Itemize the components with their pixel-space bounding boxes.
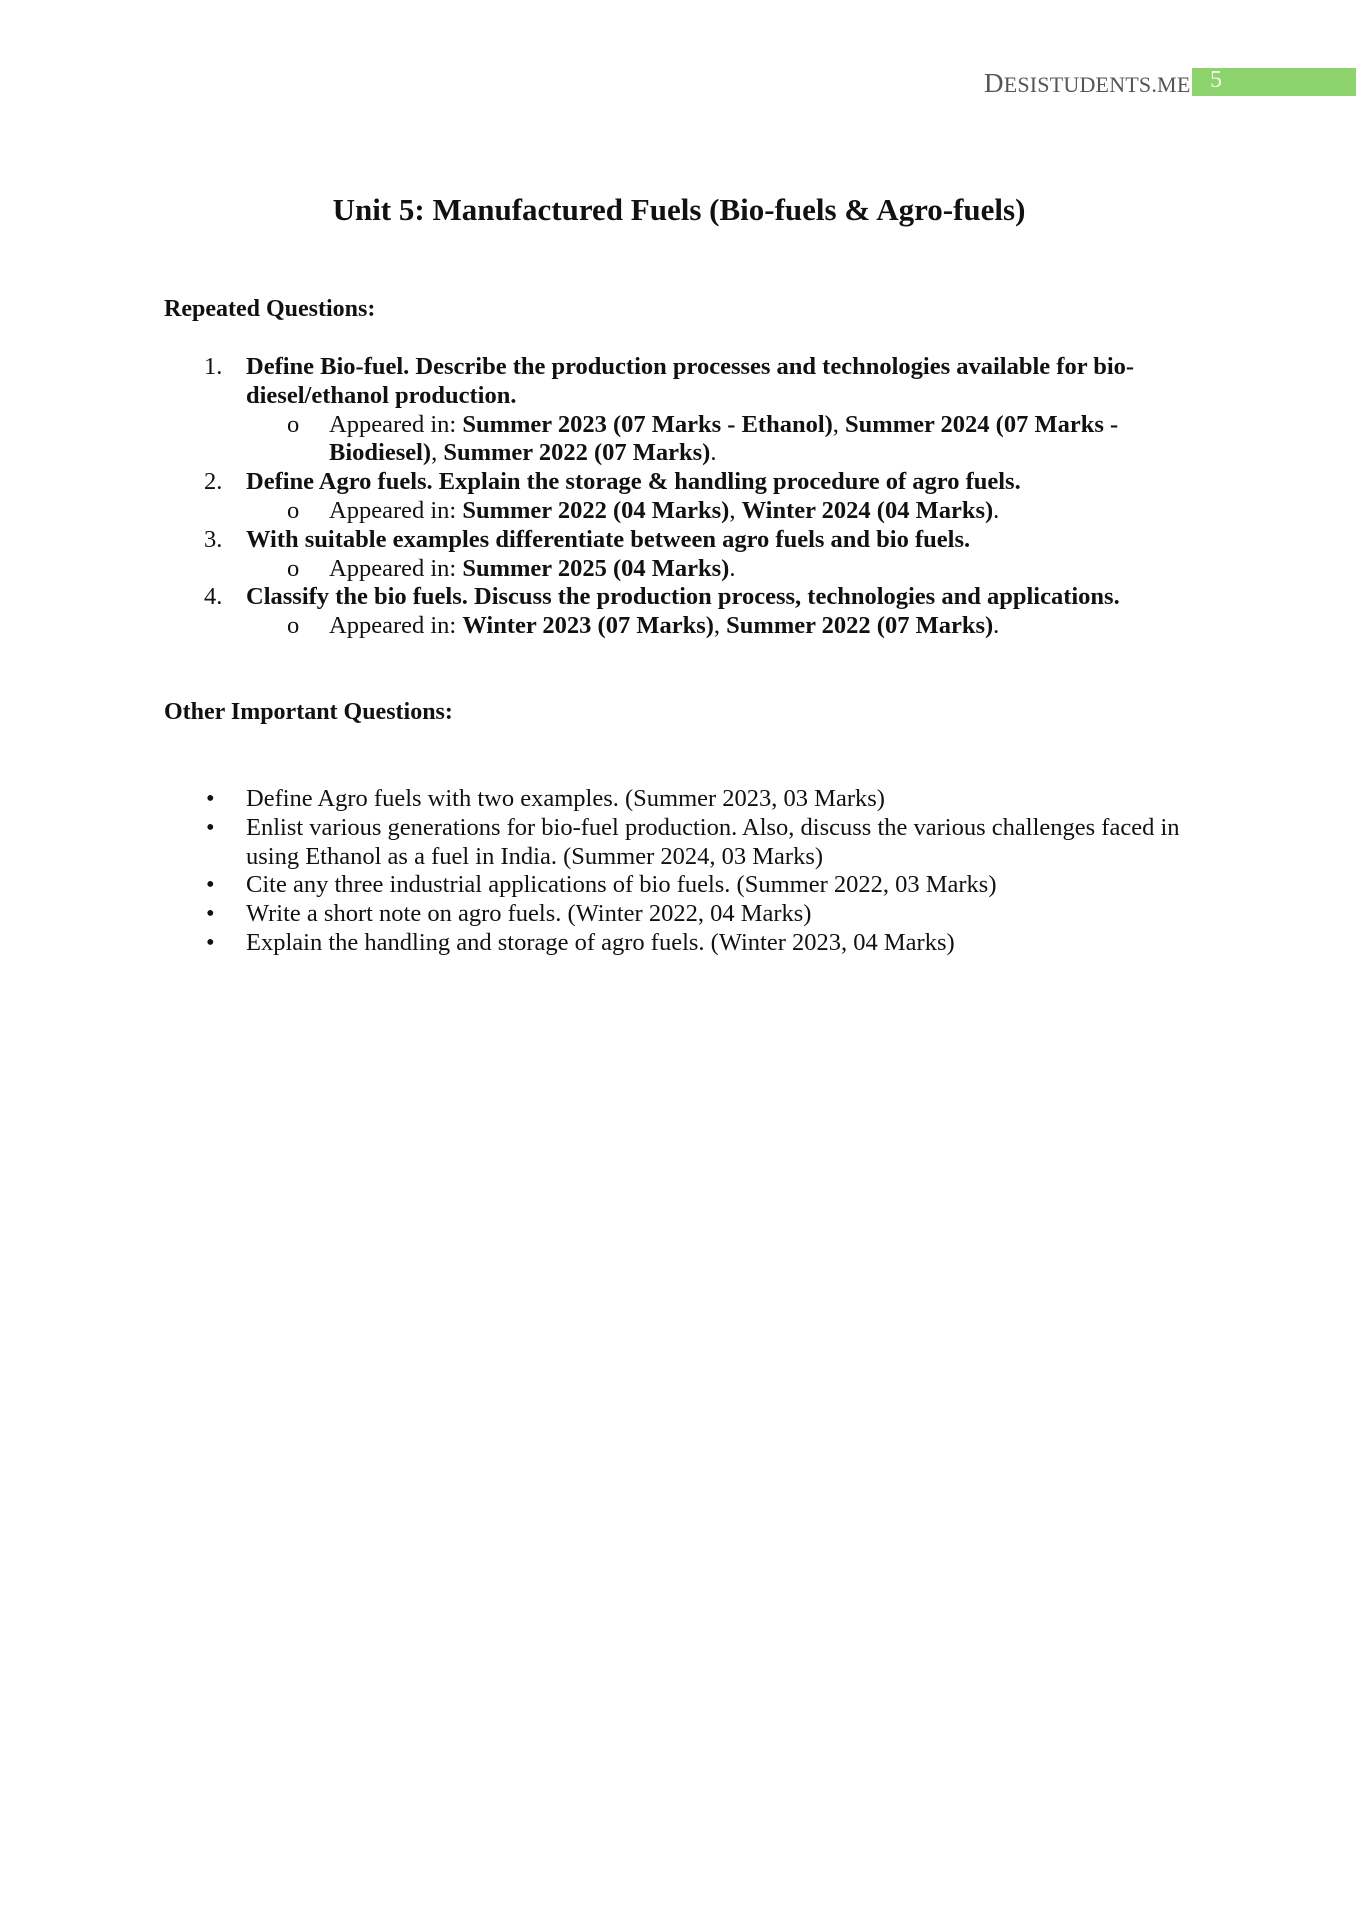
list-item bbox=[0, 785, 1186, 814]
site-name-rest: ESISTUDENTS.ME bbox=[1003, 72, 1191, 97]
document-title: Unit 5: Manufactured Fuels (Bio-fuels & Agro-fuels) bbox=[332, 192, 1026, 227]
period: . bbox=[729, 554, 736, 582]
period: . bbox=[710, 439, 717, 467]
list-item bbox=[0, 468, 1186, 497]
exam-session: Summer 2023 (07 Marks - Ethanol) bbox=[462, 410, 833, 438]
appeared-in bbox=[0, 555, 1189, 584]
sub-bullet-icon: o bbox=[287, 410, 300, 438]
appeared-label: Appeared in: bbox=[329, 410, 463, 438]
exam-session: Summer 2022 (07 Marks) bbox=[726, 612, 994, 640]
list-item bbox=[0, 583, 1186, 612]
question-text: Enlist various generations for bio-fuel production. Also, discuss the various challenges faced in using Ethanol as a fuel in India. (Summer 2024, 03 Marks) bbox=[246, 813, 1180, 870]
separator: , bbox=[832, 410, 846, 438]
other-questions-list bbox=[0, 785, 1358, 958]
exam-session: Summer 2022 (07 Marks) bbox=[443, 439, 711, 467]
exam-session: Winter 2023 (07 Marks) bbox=[462, 612, 714, 640]
list-item bbox=[0, 929, 1186, 958]
exam-session: Summer 2022 (04 Marks) bbox=[462, 496, 730, 524]
period: . bbox=[993, 496, 1000, 524]
bullet-icon: • bbox=[206, 928, 215, 956]
list-item bbox=[0, 526, 1186, 555]
item-number: 3. bbox=[204, 525, 223, 553]
repeated-questions-heading: Repeated Questions: bbox=[164, 296, 376, 322]
separator: , bbox=[431, 439, 444, 467]
appeared-label: Appeared in: bbox=[329, 612, 463, 640]
question-text: Define Bio-fuel. Describe the production processes and technologies available for bio-diesel/ethanol production. bbox=[246, 353, 1135, 409]
separator: , bbox=[729, 496, 742, 524]
question-text: Classify the bio fuels. Discuss the production process, technologies and applications. bbox=[246, 583, 1120, 611]
bullet-icon: • bbox=[206, 900, 215, 928]
list-item bbox=[0, 871, 1186, 900]
page-number: 5 bbox=[1210, 67, 1222, 93]
appeared-in bbox=[0, 612, 1189, 641]
bullet-icon: • bbox=[206, 813, 215, 841]
repeated-questions-list bbox=[0, 353, 1358, 641]
exam-session: Winter 2024 (04 Marks) bbox=[741, 496, 994, 524]
other-questions-heading: Other Important Questions: bbox=[164, 699, 453, 725]
question-text: With suitable examples differentiate between agro fuels and bio fuels. bbox=[246, 525, 971, 553]
site-name-initial: D bbox=[984, 68, 1004, 98]
bullet-icon: • bbox=[206, 871, 215, 899]
item-number: 2. bbox=[204, 468, 223, 496]
question-text: Cite any three industrial applications of bio fuels. (Summer 2022, 03 Marks) bbox=[246, 871, 997, 899]
exam-session: Summer 2025 (04 Marks) bbox=[462, 554, 730, 582]
site-name bbox=[984, 68, 1190, 99]
question-text: Define Agro fuels. Explain the storage & handling procedure of agro fuels. bbox=[246, 468, 1021, 496]
question-text: Write a short note on agro fuels. (Winter 2022, 04 Marks) bbox=[246, 900, 812, 928]
list-item bbox=[0, 900, 1186, 929]
sub-bullet-icon: o bbox=[287, 612, 300, 640]
separator: , bbox=[713, 612, 727, 640]
appeared-in bbox=[0, 411, 1189, 469]
sub-bullet-icon: o bbox=[287, 496, 300, 524]
list-item bbox=[0, 353, 1186, 411]
appeared-label: Appeared in: bbox=[329, 554, 463, 582]
appeared-label: Appeared in: bbox=[329, 496, 463, 524]
bullet-icon: • bbox=[206, 785, 215, 812]
appeared-in bbox=[0, 497, 1189, 526]
item-number: 4. bbox=[204, 583, 223, 611]
exam-session: Summer 2024 (07 Marks - Biodiesel) bbox=[329, 410, 1119, 467]
page-number-box bbox=[1192, 68, 1356, 96]
question-text: Define Agro fuels with two examples. (Summer 2023, 03 Marks) bbox=[246, 785, 885, 812]
question-text: Explain the handling and storage of agro fuels. (Winter 2023, 04 Marks) bbox=[246, 928, 955, 956]
sub-bullet-icon: o bbox=[287, 554, 300, 582]
period: . bbox=[993, 612, 1000, 640]
item-number: 1. bbox=[204, 353, 223, 380]
list-item bbox=[0, 814, 1186, 872]
